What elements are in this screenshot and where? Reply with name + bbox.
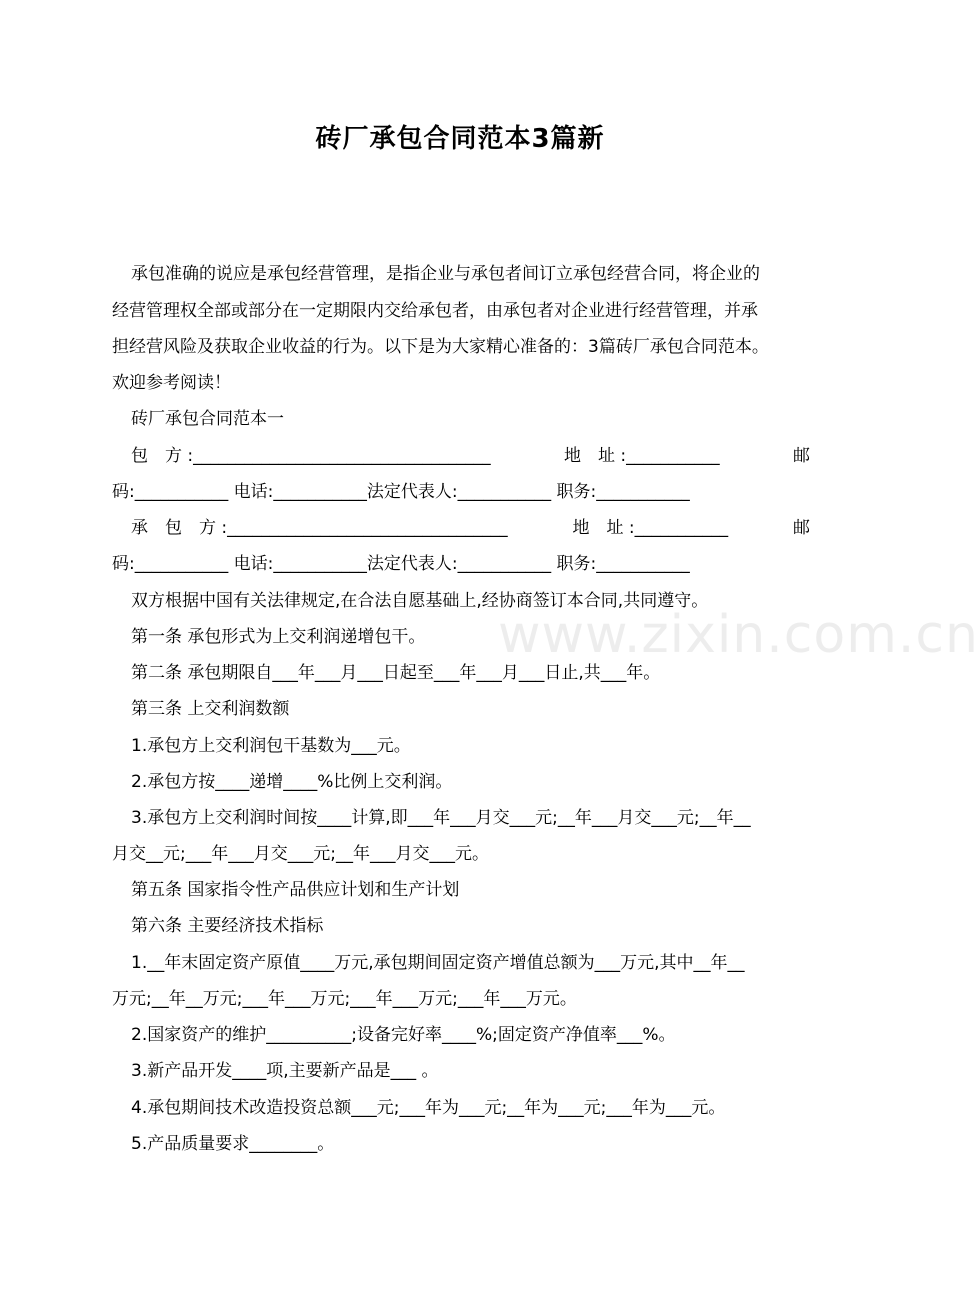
party-b-label: 承 包 方 :_________________________________ <box>131 518 508 538</box>
article-3-item-2: 2.承包方按____递增____%比例上交利润。 <box>131 772 453 792</box>
document-title: 砖厂承包合同范本3篇新 <box>315 124 605 154</box>
intro-line-4: 欢迎参考阅读！ <box>112 373 231 393</box>
party-b-address: 地 址 :___________ <box>572 518 729 538</box>
party-a-label: 包 方 :___________________________________ <box>131 446 491 466</box>
watermark: www.zixin.com.cn <box>498 605 979 665</box>
party-a-address: 地 址 :___________ <box>564 446 720 466</box>
section1-title: 砖厂承包合同范本一 <box>131 409 284 429</box>
party-b-postcode: 邮 <box>793 518 810 538</box>
article-6-item-3: 3.新产品开发____项,主要新产品是___ 。 <box>131 1061 439 1081</box>
article-6-item-1-line-2: 万元;__年__万元;___年___万元;___年___万元;___年___万元。 <box>112 989 577 1009</box>
article-6-item-2: 2.国家资产的维护__________;设备完好率____%;固定资产净值率___%。 <box>131 1025 676 1045</box>
party-b-line-1 <box>131 518 810 538</box>
article-3-item-1: 1.承包方上交利润包干基数为___元。 <box>131 736 411 756</box>
article-6-item-4: 4.承包期间技术改造投资总额___元;___年为___元;__年为___元;___年为___元。 <box>131 1098 726 1118</box>
article-3-item-3-line-2: 月交__元;___年___月交___元;__年___月交___元。 <box>112 844 489 864</box>
party-a-line-1 <box>131 446 810 466</box>
article-5: 第五条 国家指令性产品供应计划和生产计划 <box>131 880 460 900</box>
party-a-postcode: 邮 <box>793 446 810 466</box>
party-a-line-2: 码:___________ 电话:___________法定代表人:___________ 职务:___________ <box>112 482 690 502</box>
article-6-item-5: 5.产品质量要求________。 <box>131 1134 335 1154</box>
intro-line-3: 担经营风险及获取企业收益的行为。以下是为大家精心准备的：3篇砖厂承包合同范本。 <box>112 337 769 357</box>
article-6: 第六条 主要经济技术指标 <box>131 916 324 936</box>
article-2: 第二条 承包期限自___年___月___日起至___年___月___日止,共___年。 <box>131 663 661 683</box>
article-3: 第三条 上交利润数额 <box>131 699 290 719</box>
article-1: 第一条 承包形式为上交利润递增包干。 <box>131 627 426 647</box>
intro-line-2: 经营管理权全部或部分在一定期限内交给承包者，由承包者对企业进行经营管理，并承 <box>112 301 758 321</box>
party-b-line-2: 码:___________ 电话:___________法定代表人:___________ 职务:___________ <box>112 554 690 574</box>
article-6-item-1-line-1: 1.__年末固定资产原值____万元,承包期间固定资产增值总额为___万元,其中__年__ <box>131 953 745 973</box>
article-3-item-3-line-1: 3.承包方上交利润时间按____计算,即___年___月交___元;__年___月交___元;__年__ <box>131 808 751 828</box>
agreement-text: 双方根据中国有关法律规定,在合法自愿基础上,经协商签订本合同,共同遵守。 <box>131 591 709 611</box>
intro-line-1: 承包准确的说应是承包经营管理，是指企业与承包者间订立承包经营合同，将企业的 <box>131 264 760 284</box>
